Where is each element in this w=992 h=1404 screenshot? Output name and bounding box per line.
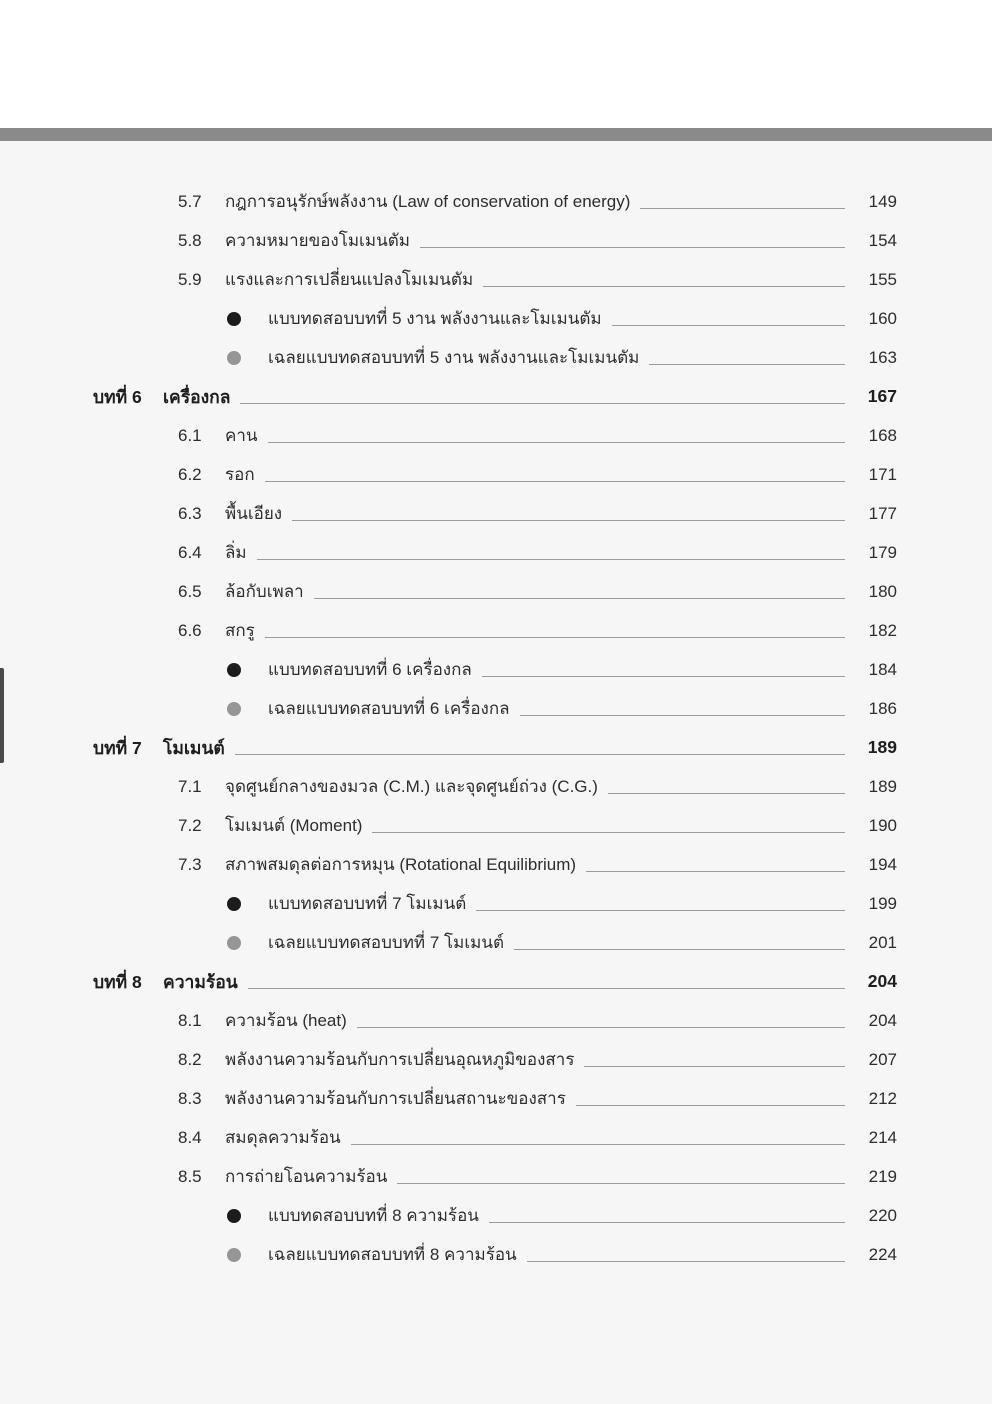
section-number: 6.2 (178, 464, 202, 484)
black-bullet-icon (227, 897, 241, 911)
leader-line (640, 208, 845, 209)
toc-row-section (0, 611, 992, 650)
toc-row-section (0, 1079, 992, 1118)
toc-row-section (0, 416, 992, 455)
leader-line (314, 598, 845, 599)
toc-row-test (0, 650, 992, 689)
toc-entry-title: เฉลยแบบทดสอบบทที่ 5 งาน พลังงานและโมเมนตัม (268, 348, 640, 367)
page-number: 182 (868, 620, 897, 640)
toc-entry-title: แบบทดสอบบทที่ 7 โมเมนต์ (268, 894, 467, 913)
section-number: 6.4 (178, 542, 202, 562)
page-number: 201 (868, 932, 897, 952)
toc-entry-title: แบบทดสอบบทที่ 5 งาน พลังงานและโมเมนตัม (268, 309, 602, 328)
section-number: 8.2 (178, 1049, 202, 1069)
toc-entry-title: แบบทดสอบบทที่ 8 ความร้อน (268, 1206, 479, 1225)
section-number: 5.7 (178, 191, 202, 211)
leader-line (612, 325, 845, 326)
section-number: 8.5 (178, 1166, 202, 1186)
divider-bar (0, 128, 992, 141)
toc-entry-title: รอก (225, 465, 255, 484)
chapter-number: บทที่ 8 (93, 971, 142, 992)
leader-line (514, 949, 845, 950)
black-bullet-icon (227, 663, 241, 677)
leader-line (584, 1066, 845, 1067)
left-edge-tab (0, 668, 4, 763)
toc-row-section (0, 767, 992, 806)
leader-line (397, 1183, 845, 1184)
toc-row-answer (0, 1235, 992, 1274)
toc-entry-title: คาน (225, 426, 258, 445)
gray-bullet-icon (227, 1248, 241, 1262)
section-number: 7.3 (178, 854, 202, 874)
page-number: 154 (868, 230, 897, 250)
toc-row-section (0, 572, 992, 611)
toc-entry-title: สมดุลความร้อน (225, 1128, 341, 1147)
page-number: 189 (868, 776, 897, 796)
page-number: 224 (868, 1244, 897, 1264)
section-number: 6.3 (178, 503, 202, 523)
leader-line (483, 286, 845, 287)
toc-list (0, 141, 992, 1274)
page-number: 207 (868, 1049, 897, 1069)
section-number: 6.6 (178, 620, 202, 640)
toc-row-section (0, 1157, 992, 1196)
toc-entry-title: เฉลยแบบทดสอบบทที่ 7 โมเมนต์ (268, 933, 505, 952)
section-number: 7.1 (178, 776, 202, 796)
page-number: 199 (868, 893, 897, 913)
page-number: 180 (868, 581, 897, 601)
toc-row-test (0, 1196, 992, 1235)
toc-row-section (0, 260, 992, 299)
leader-line (351, 1144, 845, 1145)
page-number: 167 (867, 386, 897, 406)
toc-row-section (0, 1001, 992, 1040)
page-number: 214 (868, 1127, 897, 1147)
leader-line (489, 1222, 845, 1223)
toc-entry-title: โมเมนต์ (Moment) (225, 816, 363, 835)
toc-entry-title: แบบทดสอบบทที่ 6 เครื่องกล (268, 660, 472, 679)
gray-bullet-icon (227, 702, 241, 716)
section-number: 7.2 (178, 815, 202, 835)
page-number: 190 (868, 815, 897, 835)
leader-line (292, 520, 845, 521)
page-number: 194 (868, 854, 897, 874)
page-number: 204 (868, 1010, 897, 1030)
page-number: 179 (868, 542, 897, 562)
toc-entry-title: โมเมนต์ (163, 737, 225, 758)
toc-row-section (0, 533, 992, 572)
page-number: 212 (868, 1088, 897, 1108)
toc-entry-title: จุดศูนย์กลางของมวล (C.M.) และจุดศูนย์ถ่วง (C.G.) (225, 777, 598, 796)
leader-line (240, 403, 845, 404)
leader-line (527, 1261, 845, 1262)
toc-row-section (0, 455, 992, 494)
leader-line (420, 247, 845, 248)
chapter-number: บทที่ 6 (93, 386, 142, 407)
toc-entry-title: กฎการอนุรักษ์พลังงาน (Law of conservation of energy) (225, 192, 631, 211)
section-number: 8.1 (178, 1010, 202, 1030)
toc-row-chapter (0, 728, 992, 767)
page-number: 160 (868, 308, 897, 328)
leader-line (235, 754, 845, 755)
leader-line (649, 364, 845, 365)
page-number: 186 (868, 698, 897, 718)
toc-row-section (0, 182, 992, 221)
toc-row-test (0, 299, 992, 338)
page-number: 163 (868, 347, 897, 367)
page-number: 189 (867, 737, 897, 757)
section-number: 8.3 (178, 1088, 202, 1108)
page-number: 155 (868, 269, 897, 289)
leader-line (608, 793, 845, 794)
toc-row-chapter (0, 377, 992, 416)
chapter-number: บทที่ 7 (93, 737, 142, 758)
page-number: 149 (868, 191, 897, 211)
toc-entry-title: ลิ่ม (225, 543, 247, 562)
section-number: 6.1 (178, 425, 202, 445)
toc-row-answer (0, 338, 992, 377)
section-number: 5.8 (178, 230, 202, 250)
toc-row-section (0, 1040, 992, 1079)
top-margin (0, 0, 992, 128)
toc-row-section (0, 494, 992, 533)
toc-row-answer (0, 923, 992, 962)
toc-row-section (0, 845, 992, 884)
toc-entry-title: พลังงานความร้อนกับการเปลี่ยนอุณหภูมิของสาร (225, 1050, 575, 1069)
toc-row-section (0, 806, 992, 845)
leader-line (586, 871, 845, 872)
toc-entry-title: พลังงานความร้อนกับการเปลี่ยนสถานะของสาร (225, 1089, 566, 1108)
section-number: 5.9 (178, 269, 202, 289)
toc-entry-title: การถ่ายโอนความร้อน (225, 1167, 388, 1186)
leader-line (265, 481, 845, 482)
page-number: 177 (868, 503, 897, 523)
gray-bullet-icon (227, 351, 241, 365)
toc-row-chapter (0, 962, 992, 1001)
page-number: 219 (868, 1166, 897, 1186)
page-number: 171 (868, 464, 897, 484)
toc-entry-title: แรงและการเปลี่ยนแปลงโมเมนตัม (225, 270, 474, 289)
toc-entry-title: เฉลยแบบทดสอบบทที่ 6 เครื่องกล (268, 699, 510, 718)
leader-line (520, 715, 845, 716)
leader-line (482, 676, 845, 677)
leader-line (265, 637, 845, 638)
toc-row-test (0, 884, 992, 923)
toc-entry-title: เครื่องกล (163, 386, 231, 407)
leader-line (357, 1027, 845, 1028)
toc-entry-title: สภาพสมดุลต่อการหมุน (Rotational Equilibrium) (225, 855, 577, 874)
section-number: 6.5 (178, 581, 202, 601)
page-number: 168 (868, 425, 897, 445)
toc-row-section (0, 1118, 992, 1157)
toc-entry-title: ความร้อน (163, 971, 238, 992)
toc-content (0, 141, 992, 1404)
leader-line (576, 1105, 845, 1106)
leader-line (372, 832, 845, 833)
page-number: 184 (868, 659, 897, 679)
toc-entry-title: สกรู (225, 621, 255, 640)
leader-line (268, 442, 845, 443)
toc-entry-title: ล้อกับเพลา (225, 582, 304, 601)
section-number: 8.4 (178, 1127, 202, 1147)
toc-entry-title: พื้นเอียง (225, 504, 283, 523)
toc-entry-title: ความหมายของโมเมนตัม (225, 231, 410, 250)
black-bullet-icon (227, 1209, 241, 1223)
toc-entry-title: ความร้อน (heat) (225, 1011, 347, 1030)
toc-entry-title: เฉลยแบบทดสอบบทที่ 8 ความร้อน (268, 1245, 517, 1264)
page-number: 220 (868, 1205, 897, 1225)
toc-row-answer (0, 689, 992, 728)
black-bullet-icon (227, 312, 241, 326)
leader-line (476, 910, 845, 911)
leader-line (257, 559, 845, 560)
leader-line (248, 988, 845, 989)
gray-bullet-icon (227, 936, 241, 950)
toc-row-section (0, 221, 992, 260)
page-number: 204 (867, 971, 897, 991)
